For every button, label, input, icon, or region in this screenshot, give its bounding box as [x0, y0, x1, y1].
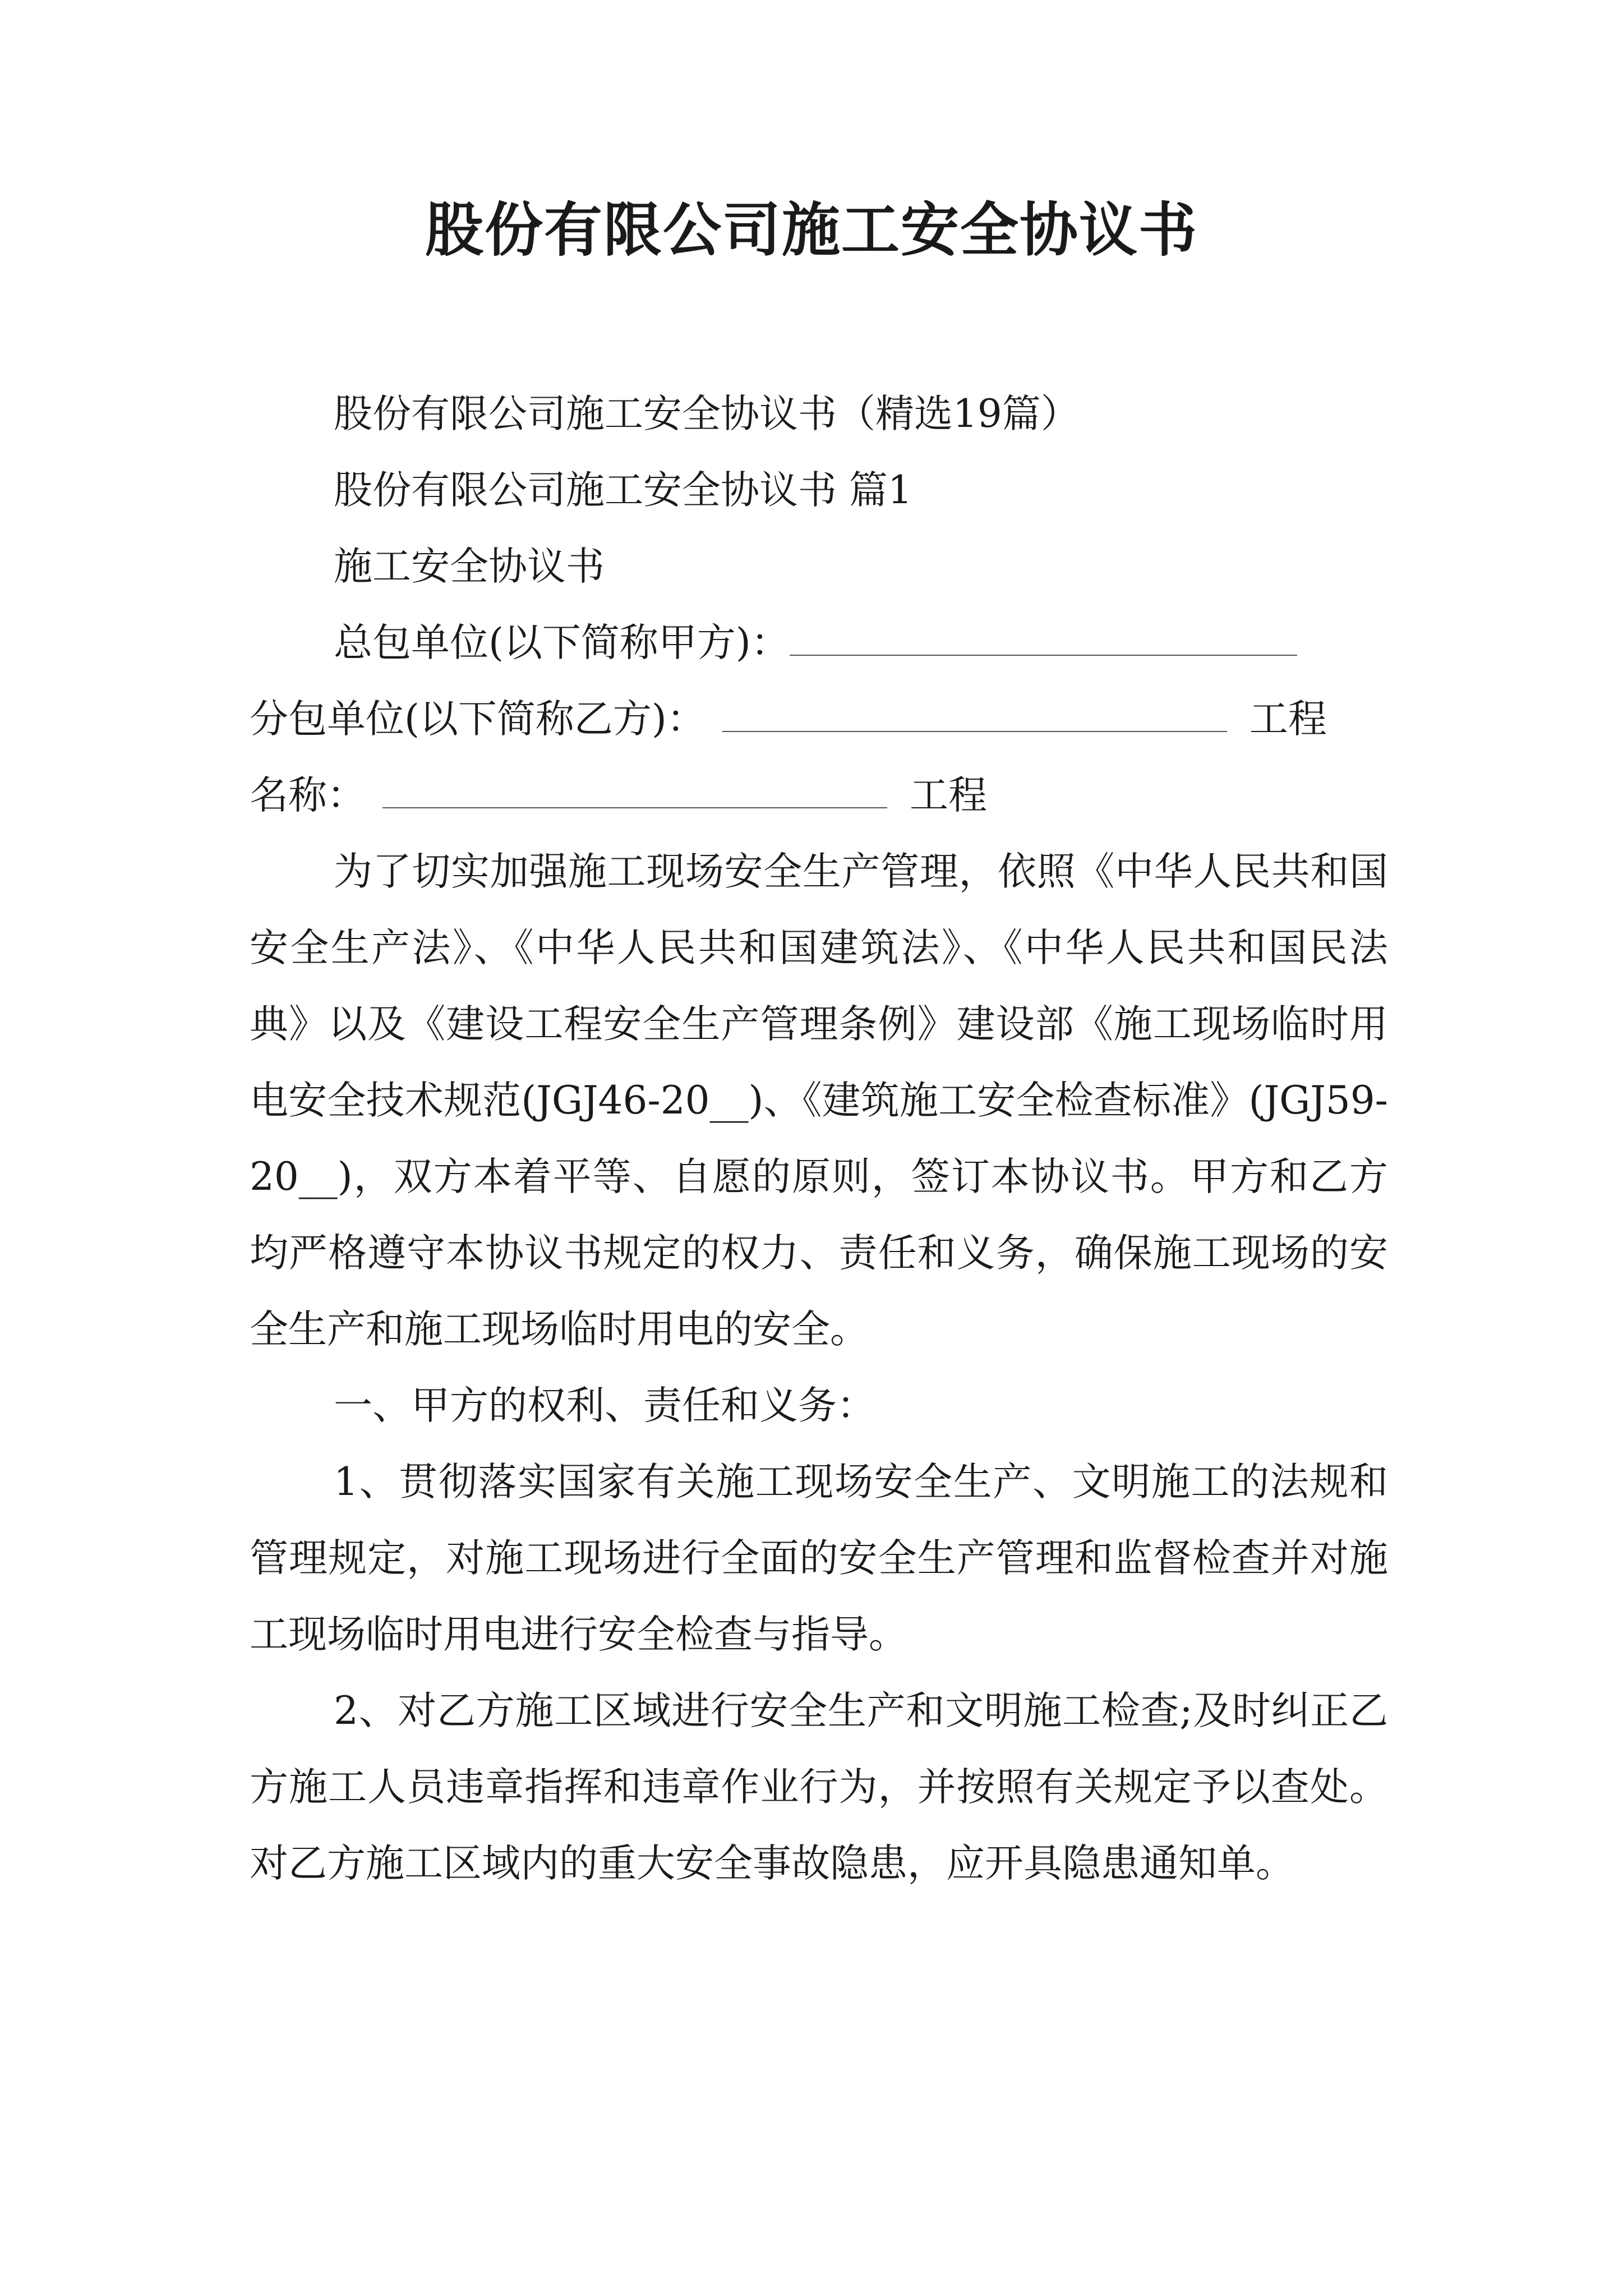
party-b-label: 分包单位(以下简称乙方)：	[250, 697, 706, 742]
project-label-end: 工程	[1249, 697, 1327, 742]
subtitle-line: 股份有限公司施工安全协议书（精选19篇）	[334, 392, 1080, 436]
heading-line: 施工安全协议书	[334, 544, 605, 589]
project-name-label: 名称：	[250, 773, 366, 818]
document-body	[250, 376, 1388, 1902]
project-name-blank[interactable]	[382, 768, 887, 808]
project-name-line	[250, 757, 1388, 834]
party-a-line	[250, 605, 1388, 681]
party-a-blank[interactable]	[790, 615, 1297, 656]
item-2-paragraph: 2、对乙方施工区域进行安全生产和文明施工检查;及时纠正乙方施工人员违章指挥和违章作业行为，并按照有关规定予以查处。对乙方施工区域内的重大安全事故隐患，应开具隐患通知单。	[250, 1688, 1388, 1886]
party-b-line	[250, 681, 1388, 757]
party-b-blank[interactable]	[722, 692, 1227, 732]
section-1-heading: 一、甲方的权利、责任和义务：	[334, 1383, 875, 1428]
item-1-paragraph: 1、贯彻落实国家有关施工现场安全生产、文明施工的法规和管理规定，对施工现场进行全面的安全生产管理和监督检查并对施工现场临时用电进行安全检查与指导。	[250, 1460, 1388, 1657]
document-title: 股份有限公司施工安全协议书	[425, 195, 1198, 264]
intro-paragraph: 为了切实加强施工现场安全生产管理，依照《中华人民共和国安全生产法》、《中华人民共和国建筑法》、《中华人民共和国民法典》以及《建设工程安全生产管理条例》建设部《施工现场临时用电安全技术规范(JGJ46-20__)、《建筑施工安全检查标准》(JGJ59-20__)，双方本着平等、自愿的原则，签订本协议书。甲方和乙方均严格遵守本协议书规定的权力、责任和义务，确保施工现场的安全生产和施工现场临时用电的安全。	[250, 849, 1388, 1352]
chapter-line: 股份有限公司施工安全协议书 篇1	[334, 468, 912, 513]
project-suffix: 工程	[910, 773, 987, 818]
party-a-label: 总包单位(以下简称甲方)：	[334, 620, 790, 665]
